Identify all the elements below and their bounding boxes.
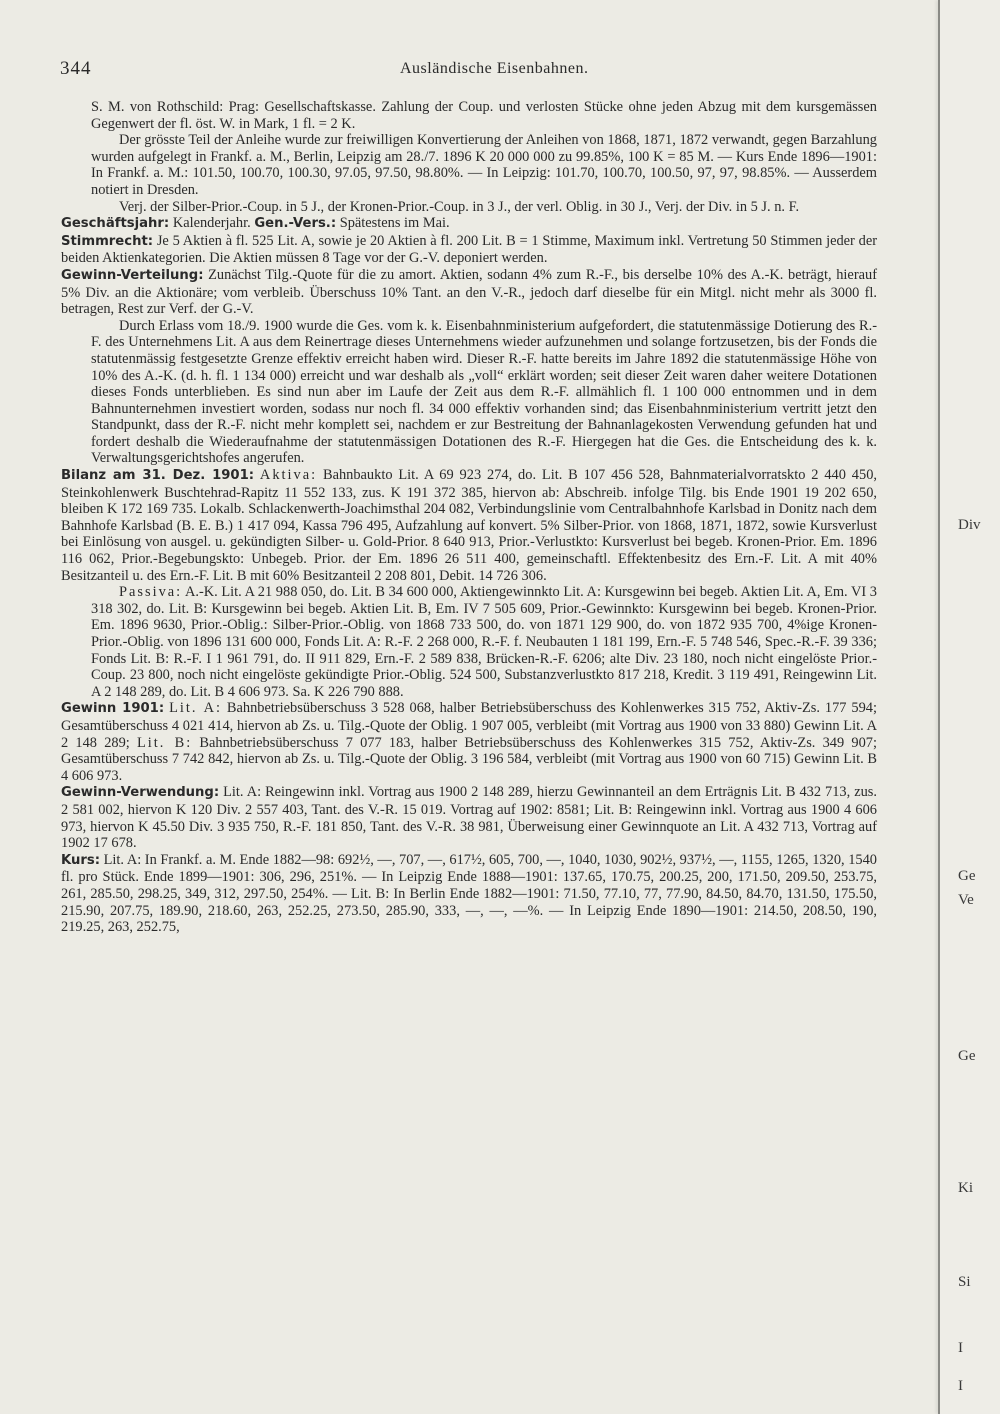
bilanz-aktiva-text: Bahnbaukto Lit. A 69 923 274, do. Lit. B 107 456 528, Bahnmaterialvorratskto 2 440 450, Steinkohlenwerk Buschtehrad-Rapitz 11 552 133, zus. K 191 372 385, hiervon ab: Abschreib. infolge Tilg. bis Ende 1901 19 202 650, bleiben K 172 169 735. Lokalb. Schlackenwerth-Joachimsthal 204 082, Verbindungslinie vom Centralbahnhofe Karlsbad in Donitz nach dem Bahnhofe Karlsbad (B. E. B.) 1 417 094, Kassa 796 495, Aufzahlung auf konvert. 5% Silber-Prior. von 1868, 1871, 1872, sowie Kursverlust bei Einlösung von ausgel. u. gekündigten Silber- u. Gold-Prior. 8 640 913, Prior.-Verlustkto: Kursverlust bei begeb. Kronen-Prior. Em. 1896 116 062, Prior.-Begebungskto: Unbegeb. Prior. der Em. 1896 26 511 400, gemeinschaftl. Effektenbesitz des Ern.-F. Lit. A mit 40% Besitzanteil u. des Ern.-F. Lit. B mit 60% Besitzanteil 2 208 801, Debit. 14 726 306. — [61, 467, 877, 584]
running-title: Ausländische Eisenbahnen. — [400, 60, 589, 77]
gewinnverteilung-text: Zunächst Tilg.-Quote für die zu amort. Aktien, sodann 4% zum R.-F., bis derselbe 10% des A.-K. beträgt, hierauf 5% Div. an die Aktionäre; vom verbleib. Überschuss 10% Tant. an den V.-R., jedoch darf dieselbe für ein Mitgl. nicht mehr als 3000 fl. betragen, Rest zur Verf. der G.-V. — [61, 266, 877, 318]
edge-fragment: Ki — [958, 1180, 973, 1196]
gewinn-lit-a-text: Bahnbetriebsüberschuss 3 528 068, halber Betriebsüberschuss des Kohlenwerkes 315 752, Aktiv-Zs. 177 594; Gesamtüberschuss 4 021 414, hiervon ab Zs. u. Tilg.-Quote der Oblig. 1 907 005, verbleibt (mit Vortrag aus 1900 von 33 880) Gewinn Lit. A 2 148 289; — [61, 700, 877, 751]
passiva-text: A.-K. Lit. A 21 988 050, do. Lit. B 34 600 000, Aktiengewinnkto Lit. A: Kursgewinn bei begeb. Aktien Lit. A, Em. VI 3 318 302, do. Lit. B: Kursgewinn bei begeb. Aktien Lit. B, Em. IV 7 505 609, Prior.-Gewinnkto: Kursgewinn bei begeb. Kronen-Prior. Em. 1896 9630, Prior.-Oblig.: Silber-Prior.-Oblig. von 1868 733 500, do. von 1871 129 900, do. von 1872 935 700, 4%ige Kronen-Prior.-Oblig. von 1896 131 600 000, Fonds Lit. A: R.-F. 2 268 000, R.-F. f. Neubauten 1 181 199, Ern.-F. 5 748 546, Spec.-R.-F. 39 336; Fonds Lit. B: R.-F. I 1 961 791, do. II 911 829, Ern.-F. 2 589 838, Brücken-R.-F. 6206; alte Div. 23 180, noch nicht eingelöste Prior.-Coup. 23 800, noch nicht eingelöste gekündigte Prior.-Oblig. 524 500, Substanzverlustkto 817 218, Kredit. 3 119 491, Reingewinn Lit. A 2 148 289, do. Lit. B 4 606 973. Sa. K 226 790 888. — [91, 584, 877, 700]
conversion-paragraph: Der grösste Teil der Anleihe wurde zur freiwilligen Konvertierung der Anleihen von 1868, 1871, 1872 verwandt, gegen Barzahlung wurden aufgelegt in Frankf. a. M., Berlin, Leipzig am 28./7. 1896 K 20 000 000 zu 99.85%, 100 K = 85 M. — Kurs Ende 1896—1901: In Frankf. a. M.: 101.50, 100.70, 100.30, 97.05, 97.50, 98.80%. — In Leipzig: 101.70, 100.70, 100.50, 97, 97, 98.85%. — Ausserdem notiert in Dresden. — [91, 132, 877, 198]
intro-paragraph: S. M. von Rothschild: Prag: Gesellschaftskasse. Zahlung der Coup. und verlosten Stücke ohne jeden Abzug mit dem kursgemässen Gegenwert der fl. öst. W. in Mark, 1 fl. = 2 K. — [91, 99, 877, 132]
bilanz-entry — [61, 467, 877, 584]
aktiva-word: Aktiva: — [259, 467, 318, 484]
passiva-word: Passiva: — [119, 584, 183, 601]
gewinnverwendung-text: Lit. A: Reingewinn inkl. Vortrag aus 1900 2 148 289, hierzu Gewinnanteil an dem Erträgnis Lit. B 432 713, zus. 2 581 002, hiervon K 120 Div. 2 557 403, Tant. des V.-R. 15 019. Vortrag auf 1902: 8581; Lit. B: Reingewinn inkl. Vortrag aus 1900 4 606 973, hiervon K 45.50 Div. 3 935 750, R.-F. 181 850, Tant. des V.-R. 38 981, Überweisung einer Gewinnquote an Lit. A 432 713, Vortrag auf 1902 17 678. — [61, 784, 877, 852]
gewinnverteilung-label: Gewinn-Verteilung: — [61, 267, 204, 283]
stimmrecht-entry — [61, 233, 877, 267]
gewinn-label: Gewinn 1901: — [61, 701, 165, 717]
kurs-text: Lit. A: In Frankf. a. M. Ende 1882—98: 692½, —, 707, —, 617½, 605, 700, —, 1040, 1030, 902½, 937½, —, 1155, 1265, 1320, 1540 fl. pro Stück. Ende 1899—1901: 306, 296, 251%. — In Leipzig Ende 1888—1901: 137.65, 170.75, 200.25, 200, 171.50, 209.50, 253.75, 261, 285.50, 298.25, 349, 312, 297.50, 254%. — Lit. B: In Berlin Ende 1882—1901: 71.50, 77.10, 77, 77.90, 84.50, 84.70, 131.50, 175.50, 215.90, 207.75, 189.90, 218.60, 263, 252.25, 273.50, 285.90, 333, —, —, —%. — In Leipzig Ende 1890—1901: 214.50, 208.50, 190, 219.25, 263, 252.75, — [61, 851, 877, 936]
geschaeftsjahr-label: Geschäftsjahr: — [61, 216, 170, 232]
page-header — [60, 58, 880, 82]
gewinn-lit-b-text: Bahnbetriebsüberschuss 7 077 183, halber Betriebsüberschuss des Kohlenwerkes 315 752, Aktiv-Zs. 349 907; Gesamtüberschuss 7 742 842, hiervon ab Zs. u. Tilg.-Quote der Oblig. 3 196 584, verbleibt (mit Vortrag aus 1900 von 60 715) Gewinn Lit. B 4 606 973. — [61, 734, 877, 784]
edge-fragment: Ve — [958, 892, 974, 908]
stimmrecht-label: Stimmrecht: — [61, 233, 154, 249]
genvers-label: Gen.-Vers.: — [254, 216, 337, 232]
edge-fragment: Ge — [958, 868, 976, 884]
gewinnverwendung-entry — [61, 784, 877, 851]
erlass-paragraph: Durch Erlass vom 18./9. 1900 wurde die Ges. vom k. k. Eisenbahnministerium aufgefordert, die statutenmässige Dotierung des R.-F. des Unternehmens Lit. A aus dem Reinertrage dieses Unternehmens wieder aufzunehmen und solange fortzusetzen, bis der Fonds die statutenmässig festgesetzte Grenze effektiv erreicht haben wird. Dieser R.-F. hatte bereits im Jahre 1892 die statutenmässige Höhe von 10% des A.-K. (d. h. fl. 1 134 000) erreicht und war deshalb als „voll“ erklärt worden; seit dieser Zeit waren daher weitere Dotationen dieses Fonds unterblieben. Es sind nun aber im Laufe der Zeit aus dem R.-F. allmählich fl. 1 100 000 entnommen und in dem Bahnunternehmen investiert worden, sodass nur noch fl. 34 000 effektiv vorhanden sind; das Eisenbahnministerium vertritt jetzt den Standpunkt, dass der R.-F. nicht mehr komplett sei, nachdem er zur Bestreitung der Bahnanlagekosten Verwendung gefunden hat und fordert deshalb die Wiederaufnahme der statutenmässigen Dotationen des R.-F. Hiergegen hat die Ges. die Entscheidung des k. k. Verwaltungsgerichtshofes angerufen. — [91, 317, 877, 467]
edge-fragment: Ge — [958, 1048, 976, 1064]
kurs-label: Kurs: — [61, 852, 101, 868]
verjaehrung-paragraph: Verj. der Silber-Prior.-Coup. in 5 J., der Kronen-Prior.-Coup. in 3 J., der verl. Oblig. in 30 J., Verj. der Div. in 5 J. n. F. — [119, 198, 800, 215]
gewinn-lit-a-word: Lit. A: — [169, 700, 222, 717]
adjacent-page-edge — [938, 0, 1000, 1414]
edge-fragment: I — [958, 1378, 963, 1394]
bilanz-label: Bilanz am 31. Dez. 1901: — [61, 468, 255, 484]
edge-fragment: Div — [958, 517, 981, 533]
stimmrecht-text: Je 5 Aktien à fl. 525 Lit. A, sowie je 20 Aktien à fl. 200 Lit. B = 1 Stimme, Maximum inkl. Vertretung 50 Stimmen jeder der beiden Aktienkategorien. Die Aktien müssen 8 Tage vor der G.-V. deponiert werden. — [61, 232, 877, 267]
passiva-paragraph — [91, 584, 877, 700]
gewinn-entry — [61, 700, 877, 784]
kurs-entry — [61, 852, 877, 936]
gewinn-lit-b-word: Lit. B: — [137, 734, 193, 751]
genvers-text: Spätestens im Mai. — [339, 215, 450, 232]
gewinnverteilung-entry — [61, 267, 877, 318]
gewinnverwendung-label: Gewinn-Verwendung: — [61, 785, 220, 801]
geschaeftsjahr-text: Kalenderjahr. — [172, 215, 251, 232]
page-body — [61, 99, 877, 936]
edge-fragment: Si — [958, 1274, 971, 1290]
page-number: 344 — [60, 58, 92, 79]
edge-fragment: I — [958, 1340, 963, 1356]
geschaeftsjahr-entry — [61, 215, 877, 233]
